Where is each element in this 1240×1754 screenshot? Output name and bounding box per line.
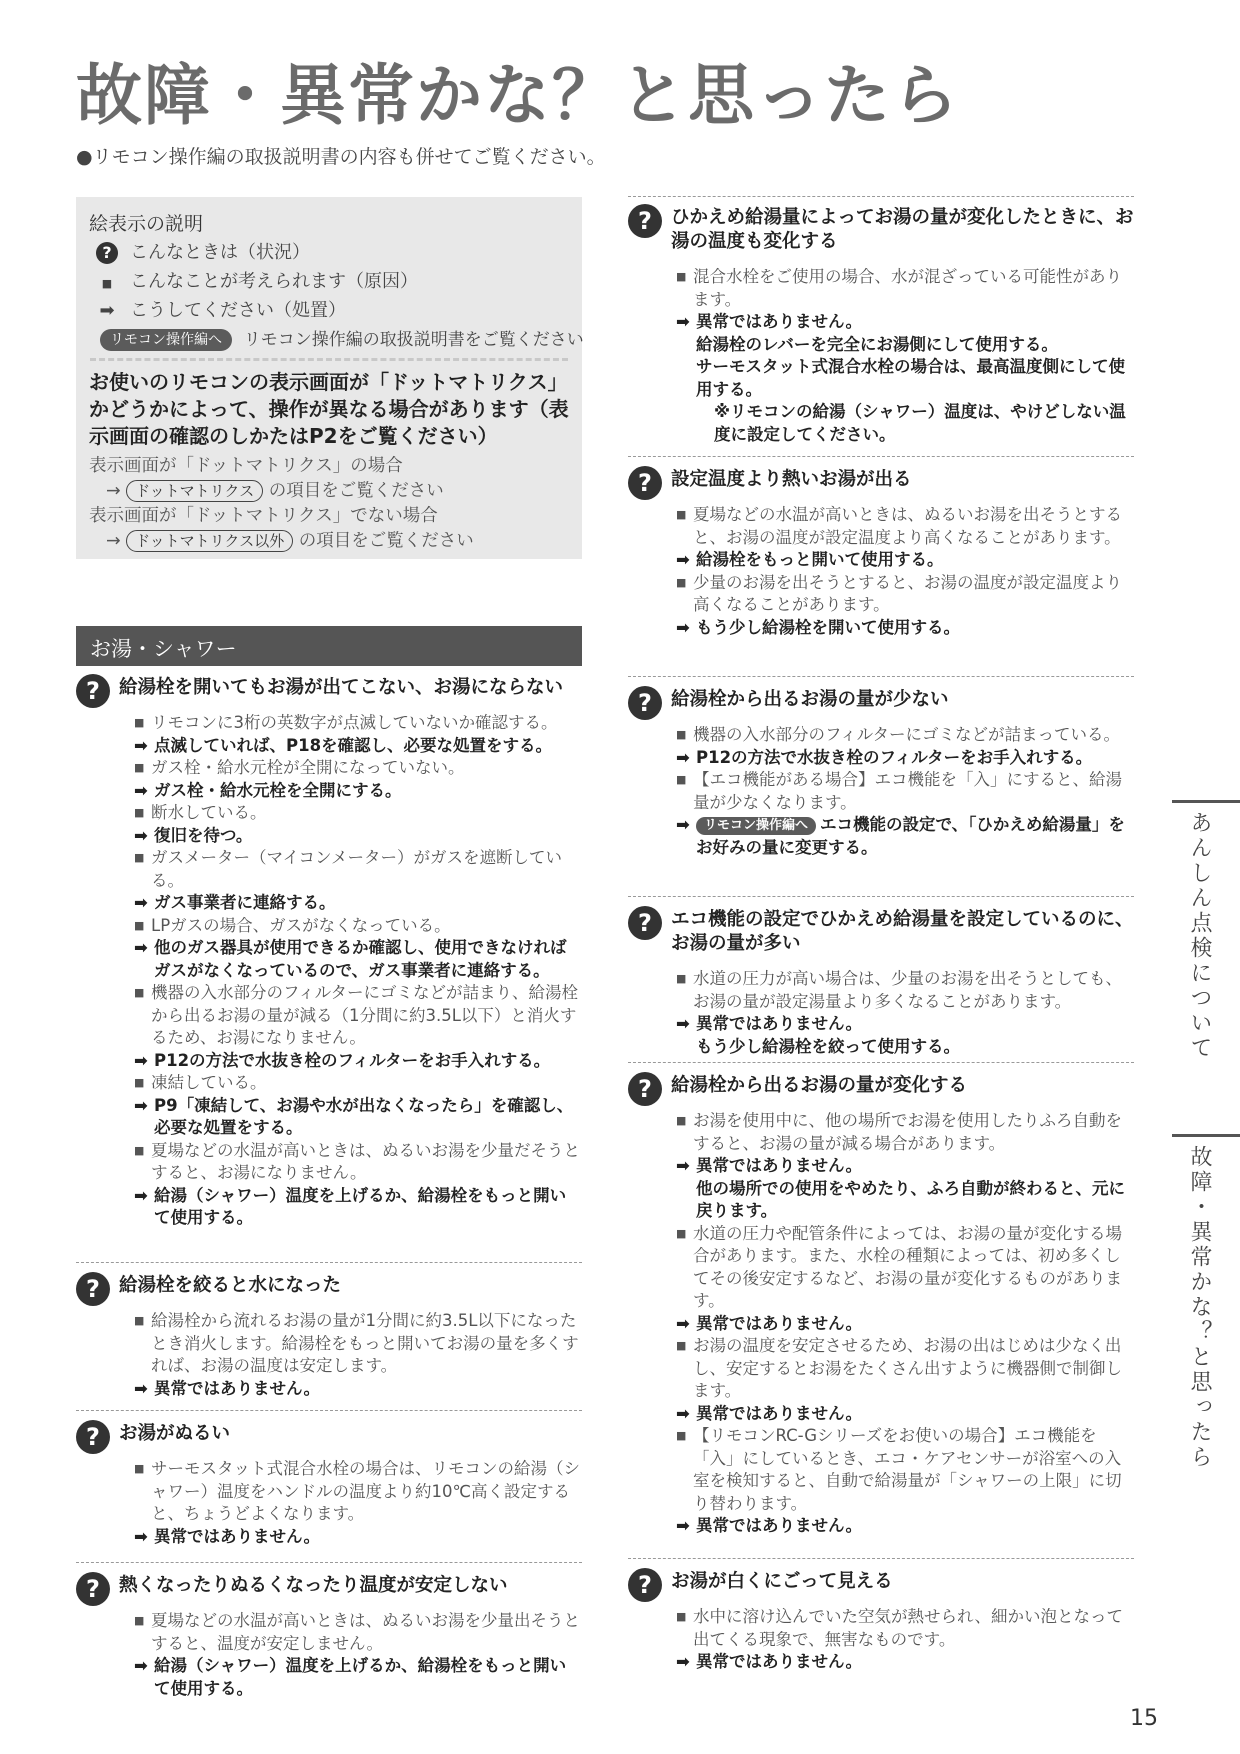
section-title: お湯・シャワー: [90, 637, 237, 661]
question-block: [76, 1422, 582, 1548]
arrow-right-icon: ➡: [676, 312, 690, 331]
arrow-right-icon: ➡: [134, 1095, 148, 1115]
question-circle-icon: ?: [628, 1568, 662, 1602]
arrow-right-icon: ➡: [134, 893, 148, 912]
action-item: ➡ 復旧を待つ。: [134, 825, 582, 848]
legend-row-text: こんなときは（状況）: [130, 242, 310, 263]
cause-item: ■ 凍結している。: [134, 1073, 267, 1092]
arrow-right-icon: ➡: [676, 617, 690, 637]
question-block: [628, 1570, 1136, 1674]
question-heading: [76, 1574, 582, 1603]
arrow-right-icon: ➡: [676, 1014, 690, 1033]
question-block: [628, 1074, 1136, 1538]
arrow-right-icon: ➡: [676, 747, 690, 767]
arrow-right-icon: ➡: [134, 1656, 148, 1675]
cause-item: ■ ガスメーター（マイコンメーター）がガスを遮断している。: [134, 848, 563, 890]
dot-matrix-pill: ドットマトリクス: [126, 480, 263, 502]
question-circle-icon: ?: [628, 466, 662, 500]
action-item: ➡ 異常ではありません。: [676, 311, 1136, 334]
question-circle-icon: ?: [76, 1420, 110, 1454]
action-item: ➡ 給湯（シャワー）温度を上げるか、給湯栓をもっと開いて使用する。: [134, 1185, 567, 1227]
question-heading: [628, 206, 1136, 254]
remote-manual-pill: リモコン操作編へ: [696, 817, 816, 835]
question-circle-icon: ?: [76, 1572, 110, 1606]
cause-item: ■ 夏場などの水温が高いときは、ぬるいお湯を少量出そうとすると、温度が安定しません。: [134, 1611, 580, 1653]
question-circle-icon: ?: [76, 1272, 110, 1306]
arrow-right-icon: ➡: [134, 825, 148, 845]
action-item: ➡ 給湯（シャワー）温度を上げるか、給湯栓をもっと開いて使用する。: [134, 1656, 567, 1698]
legend-row-cause: [94, 267, 418, 293]
action-item: ➡ もう少し給湯栓を開いて使用する。: [676, 617, 1136, 640]
cause-item: ■ 機器の入水部分のフィルターにゴミなどが詰まっている。: [676, 725, 1121, 744]
question-heading: [628, 1570, 1136, 1599]
question-block: [628, 908, 1136, 1058]
legend-row-action: [94, 296, 346, 322]
remote-manual-pill: リモコン操作編へ: [100, 329, 232, 351]
legend-box: [76, 197, 582, 559]
cause-item: ■ 夏場などの水温が高いときは、ぬるいお湯を少量だそうとすると、お湯になりません。: [134, 1140, 580, 1182]
legend-case1-ref: [106, 477, 444, 502]
action-detail: もう少し給湯栓を絞って使用する。: [696, 1036, 960, 1056]
divider: [628, 896, 1134, 897]
divider: [628, 456, 1134, 457]
action-item: ➡ 異常ではありません。: [134, 1526, 582, 1549]
cause-item: ■ 水中に溶け込んでいた空気が熱せられ、細かい泡となって出てくる現象で、無害なものです。: [676, 1607, 1123, 1649]
question-heading: [76, 1274, 582, 1303]
legend-divider: [90, 358, 568, 361]
question-block: [628, 688, 1136, 859]
question-text: 設定温度より熱いお湯が出る: [671, 469, 912, 490]
question-block: [628, 206, 1136, 446]
divider: [628, 196, 1134, 197]
legend-note: お使いのリモコンの表示画面が「ドットマトリクス」かどうかによって、操作が異なる場合があります（表示画面の確認のしかたはP2をご覧ください）: [89, 370, 569, 448]
question-block: [628, 468, 1136, 639]
cause-item: ■ ガス栓・給水元栓が全開になっていない。: [134, 758, 465, 777]
divider: [628, 1558, 1134, 1559]
square-bullet-icon: ■: [101, 277, 113, 290]
question-circle-icon: ?: [96, 242, 118, 264]
legend-case1-suffix: の項目をご覧ください: [268, 481, 444, 501]
action-item: ➡ 異常ではありません。: [676, 1403, 1136, 1426]
question-heading: [628, 688, 1136, 717]
cause-item: ■ 断水している。: [134, 803, 267, 822]
arrow-right-icon: ➡: [134, 780, 148, 800]
intro-note: ●リモコン操作編の取扱説明書の内容も併せてご覧ください。: [76, 146, 606, 168]
action-item: ➡ P12の方法で水抜き栓のフィルターをお手入れする。: [676, 747, 1136, 770]
question-text: 給湯栓を開いてもお湯が出てこない、お湯にならない: [119, 677, 564, 698]
cause-item: ■ リモコンに3桁の英数字が点滅していないか確認する。: [134, 713, 558, 732]
cause-item: ■ サーモスタット式混合水栓の場合は、リモコンの給湯（シャワー）温度をハンドルの温度より約10℃高く設定すると、ちょうどよくなります。: [134, 1459, 580, 1523]
action-item: ➡ ガス事業者に連絡する。: [134, 892, 582, 915]
side-tab-label: 故障・異常かな？と思ったら: [1187, 1145, 1212, 1470]
action-item: ➡ 異常ではありません。: [676, 1155, 1136, 1178]
legend-case2-ref: [106, 527, 474, 552]
arrow-right-icon: ➡: [676, 1652, 690, 1671]
question-block: [76, 1574, 582, 1700]
arrow-right-icon: ➡: [99, 300, 115, 321]
action-note: ※リモコンの給湯（シャワー）温度は、やけどしない温度に設定してください。: [714, 402, 1126, 444]
side-tab-inspection[interactable]: [1172, 800, 1240, 1061]
question-heading: [76, 1422, 582, 1451]
arrow-right-icon: ➡: [134, 938, 148, 957]
question-circle-icon: ?: [628, 204, 662, 238]
cause-item: ■ 水道の圧力や配管条件によっては、お湯の量が変化する場合があります。また、水栓の種類によっては、初め多くしてその後安定するなど、お湯の量が変化するものがあります。: [676, 1223, 1122, 1310]
question-circle-icon: ?: [628, 1072, 662, 1106]
action-item: ➡ 異常ではありません。: [676, 1651, 1136, 1674]
arrow-right-icon: ➡: [676, 815, 690, 834]
question-heading: [76, 676, 582, 705]
action-item: ➡ ガス栓・給水元栓を全開にする。: [134, 780, 582, 803]
page-title: 故障・異常かな？と思ったら: [76, 57, 960, 134]
question-text: ひかえめ給湯量によってお湯の量が変化したときに、お湯の温度も変化する: [671, 207, 1134, 252]
question-heading: [628, 468, 1136, 497]
arrow-right-icon: ➡: [134, 1526, 148, 1546]
legend-remote-text: リモコン操作編の取扱説明書をご覧ください: [243, 330, 584, 350]
cause-item: ■ 機器の入水部分のフィルターにゴミなどが詰まり、給湯栓から出るお湯の量が減る（1分間に約3.5L以下）と消火するため、お湯になりません。: [134, 983, 579, 1047]
question-circle-icon: ?: [628, 906, 662, 940]
question-heading: [628, 908, 1136, 956]
action-item: ➡ 異常ではありません。: [676, 1313, 1136, 1336]
cause-item: ■ 少量のお湯を出そうとすると、お湯の温度が設定温度より高くなることがあります。: [676, 572, 1122, 614]
action-item: ➡ リモコン操作編へ エコ機能の設定で、「ひかえめ給湯量」をお好みの量に変更する。: [676, 815, 1125, 857]
side-tab-label: あんしん点検について: [1187, 811, 1212, 1061]
legend-row-text: こうしてください（処置）: [130, 300, 346, 321]
arrow-right-icon: ➡: [134, 1185, 148, 1205]
action-item: ➡ 異常ではありません。: [676, 1013, 1136, 1036]
divider: [76, 1562, 582, 1563]
arrow-right-icon: ➡: [134, 1378, 148, 1398]
action-item: ➡ 給湯栓をもっと開いて使用する。: [676, 549, 1136, 572]
cause-item: ■ LPガスの場合、ガスがなくなっている。: [134, 915, 451, 935]
arrow-right-icon: ➡: [676, 1156, 690, 1175]
question-circle-icon: ?: [628, 686, 662, 720]
question-text: 給湯栓から出るお湯の量が変化する: [671, 1075, 968, 1096]
cause-item: ■ 水道の圧力が高い場合は、少量のお湯を出そうとしても、お湯の量が設定湯量より多くなることがあります。: [676, 969, 1122, 1011]
cause-item: ■ 【エコ機能がある場合】エコ機能を「入」にすると、給湯量が少なくなります。: [676, 770, 1122, 812]
cause-item: ■ お湯を使用中に、他の場所でお湯を使用したりふろ自動をすると、お湯の量が減る場合があります。: [676, 1111, 1122, 1153]
question-heading: [628, 1074, 1136, 1103]
action-detail: 給湯栓のレバーを完全にお湯側にして使用する。: [696, 334, 1058, 354]
legend-title: 絵表示の説明: [89, 213, 204, 235]
action-item: ➡ 異常ではありません。: [134, 1378, 582, 1401]
cause-item: ■ 【リモコンRC-Gシリーズをお使いの場合】エコ機能を「入」にしているとき、エコ・ケアセンサーが浴室への入室を検知すると、自動で給湯量が「シャワーの上限」に切り替わります。: [676, 1426, 1122, 1513]
question-text: エコ機能の設定でひかえめ給湯量を設定しているのに、お湯の量が多い: [671, 909, 1134, 954]
section-header: [76, 626, 582, 666]
cause-item: ■ 夏場などの水温が高いときは、ぬるいお湯を出そうとすると、お湯の温度が設定温度より高くなることがあります。: [676, 505, 1122, 547]
legend-case2-suffix: の項目をご覧ください: [298, 531, 474, 551]
action-item: ➡ P9「凍結して、お湯や水が出なくなったら」を確認し、必要な処置をする。: [134, 1095, 574, 1137]
non-dot-matrix-pill: ドットマトリクス以外: [126, 530, 293, 552]
action-detail: サーモスタット式混合水栓の場合は、最高温度側にして使用する。: [696, 357, 1125, 399]
arrow-right-icon: ➡: [676, 1516, 690, 1535]
legend-row-situation: [94, 238, 310, 264]
arrow-icon: →: [106, 531, 121, 551]
arrow-right-icon: ➡: [676, 1403, 690, 1423]
side-tab-troubleshooting[interactable]: [1172, 1134, 1240, 1470]
question-text: お湯が白くにごって見える: [671, 1571, 893, 1592]
divider: [76, 1410, 582, 1411]
question-block: [76, 676, 582, 1230]
legend-case2: 表示画面が「ドットマトリクス」でない場合: [89, 506, 438, 526]
legend-row-remote: [100, 325, 584, 351]
divider: [628, 1062, 1134, 1063]
divider: [628, 676, 1134, 677]
page-number: 15: [1130, 1706, 1158, 1731]
cause-item: ■ 給湯栓から流れるお湯の量が1分間に約3.5L以下になったとき消火します。給湯栓をもっと開いてお湯の量を多くすれば、お湯の温度は安定します。: [134, 1311, 579, 1375]
question-text: 給湯栓から出るお湯の量が少ない: [671, 689, 949, 710]
legend-case1: 表示画面が「ドットマトリクス」の場合: [89, 456, 403, 476]
question-text: 熱くなったりぬるくなったり温度が安定しない: [119, 1575, 508, 1596]
arrow-right-icon: ➡: [676, 550, 690, 569]
action-item: ➡ P12の方法で水抜き栓のフィルターをお手入れする。: [134, 1050, 582, 1073]
legend-row-text: こんなことが考えられます（原因）: [130, 271, 418, 292]
action-detail: 他の場所での使用をやめたり、ふろ自動が終わると、元に戻ります。: [696, 1178, 1125, 1220]
arrow-right-icon: ➡: [134, 1050, 148, 1070]
cause-item: ■ 混合水栓をご使用の場合、水が混ざっている可能性があります。: [676, 267, 1122, 309]
action-item: ➡ 異常ではありません。: [676, 1515, 1136, 1538]
question-text: 給湯栓を絞ると水になった: [119, 1275, 342, 1296]
question-circle-icon: ?: [76, 674, 110, 708]
cause-item: ■ お湯の温度を安定させるため、お湯の出はじめは少なく出し、安定するとお湯をたくさん出すように機器側で制御します。: [676, 1336, 1122, 1400]
arrow-right-icon: ➡: [134, 735, 148, 755]
action-item: ➡ 他のガス器具が使用できるか確認し、使用できなければガスがなくなっているので、ガス事業者に連絡する。: [134, 938, 567, 980]
arrow-icon: →: [106, 481, 121, 501]
action-item: ➡ 点滅していれば、P18を確認し、必要な処置をする。: [134, 735, 582, 758]
question-block: [76, 1274, 582, 1400]
divider: [76, 1262, 582, 1263]
arrow-right-icon: ➡: [676, 1313, 690, 1333]
question-text: お湯がぬるい: [119, 1423, 231, 1444]
